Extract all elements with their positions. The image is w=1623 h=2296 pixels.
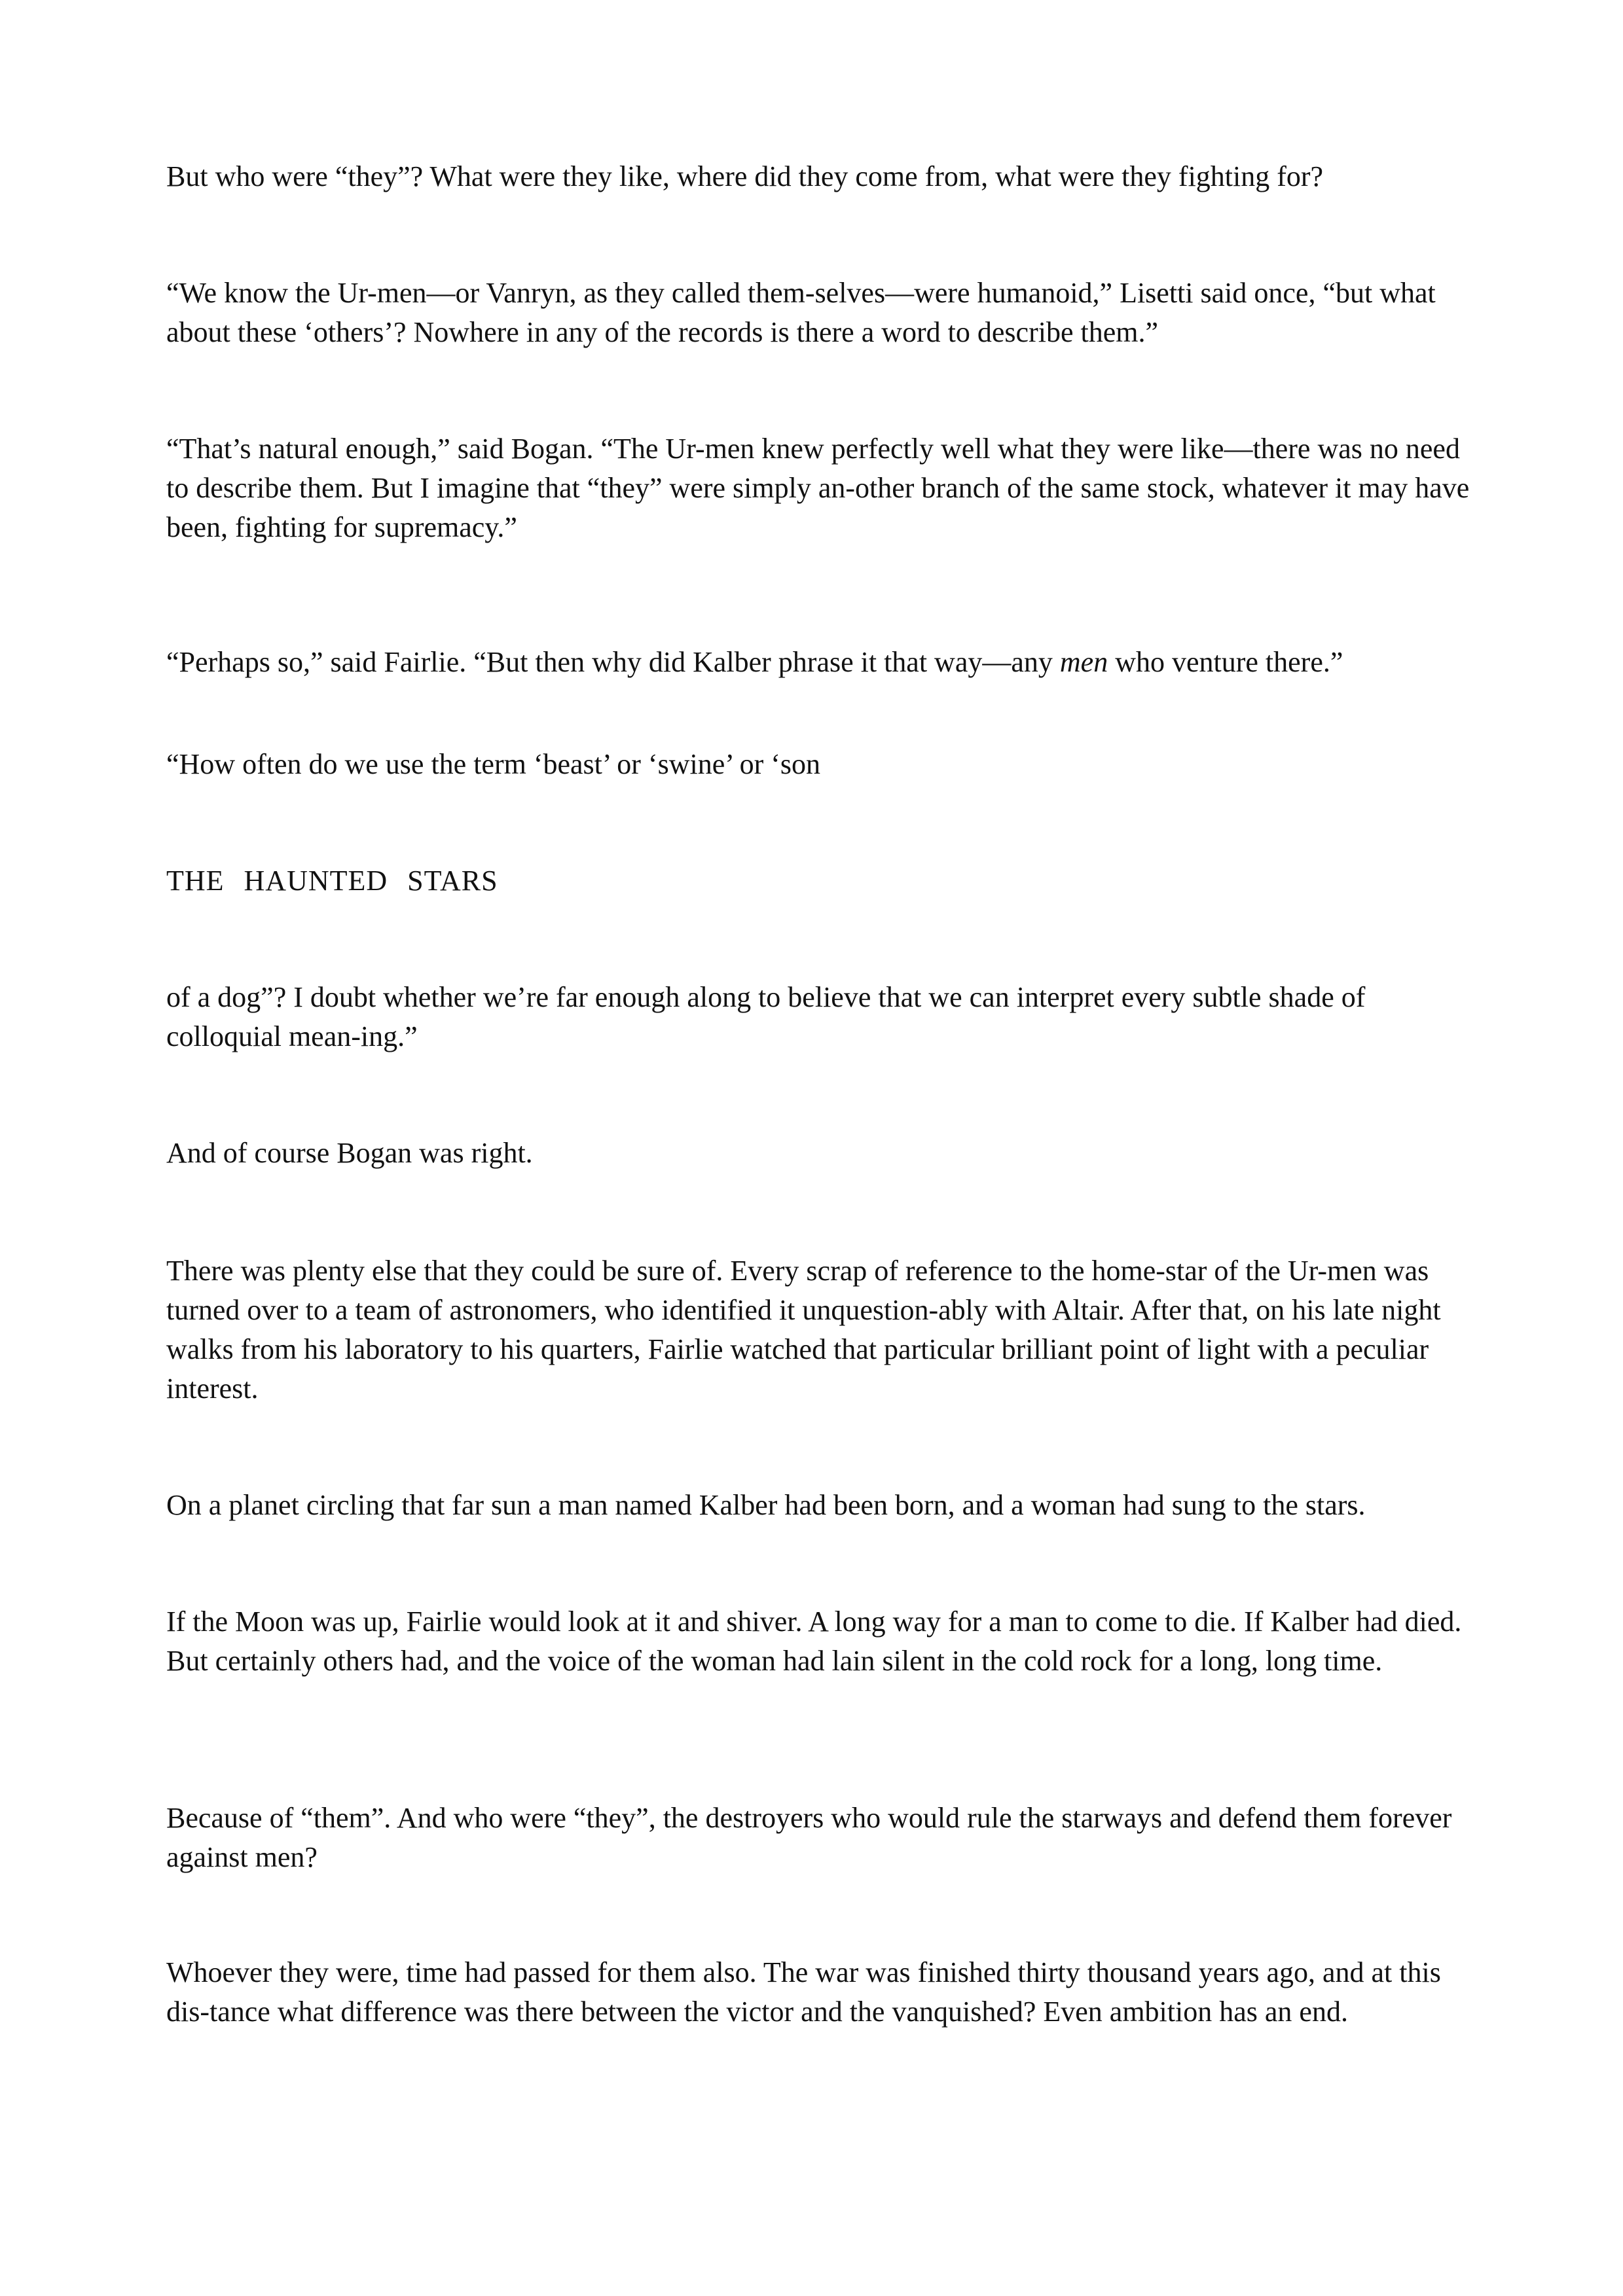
paragraph-5: “How often do we use the term ‘beast’ or ‘swine’ or ‘son [166,748,821,780]
paragraph-4-text-end: who venture there.” [1108,646,1343,678]
paragraph-6: of a dog”? I doubt whether we’re far enough along to believe that we can interpret every subtle shade of colloquial mean-ing.” [166,981,1366,1052]
paragraph-2: “We know the Ur-men—or Vanryn, as they called them-selves—were humanoid,” Lisetti said once, “but what about these ‘others’? Nowhere in any of the records is there a word to describe them.” [166,277,1436,348]
paragraph-12: Whoever they were, time had passed for them also. The war was finished thirty thousand years ago, and at this dis-tance what difference was there between the victor and the vanquished? Even ambition has an end. [166,1956,1441,2028]
paragraph-9: On a planet circling that far sun a man named Kalber had been born, and a woman had sung to the stars. [166,1489,1366,1521]
running-header: THE HAUNTED STARS [166,865,498,897]
paragraph-4 [166,643,1476,682]
paragraph-8: There was plenty else that they could be sure of. Every scrap of reference to the home-star of the Ur-men was turned over to a team of astronomers, who identified it unquestion-ably with Altair. After that, on his late night walks from his laboratory to his quarters, Fairlie watched that particular brilliant point of light with a peculiar interest. [166,1255,1441,1405]
paragraph-11: Because of “them”. And who were “they”, the destroyers who would rule the starways and defend them forever against men? [166,1802,1452,1873]
paragraph-1: But who were “they”? What were they like, where did they come from, what were they fighting for? [166,160,1324,192]
paragraph-7: And of course Bogan was right. [166,1137,533,1169]
paragraph-4-text: “Perhaps so,” said Fairlie. “But then why did Kalber phrase it that way—any [166,646,1060,678]
paragraph-10: If the Moon was up, Fairlie would look at it and shiver. A long way for a man to come to die. If Kalber had died. But certainly others had, and the voice of the woman had lain silent in the cold rock for a long, long time. [166,1605,1462,1677]
paragraph-4-emphasis: men [1059,646,1108,678]
paragraph-3: “That’s natural enough,” said Bogan. “The Ur-men knew perfectly well what they were like—there was no need to describe them. But I imagine that “they” were simply an-other branch of the same stock, whatever it may have been, fighting for supremacy.” [166,433,1470,543]
